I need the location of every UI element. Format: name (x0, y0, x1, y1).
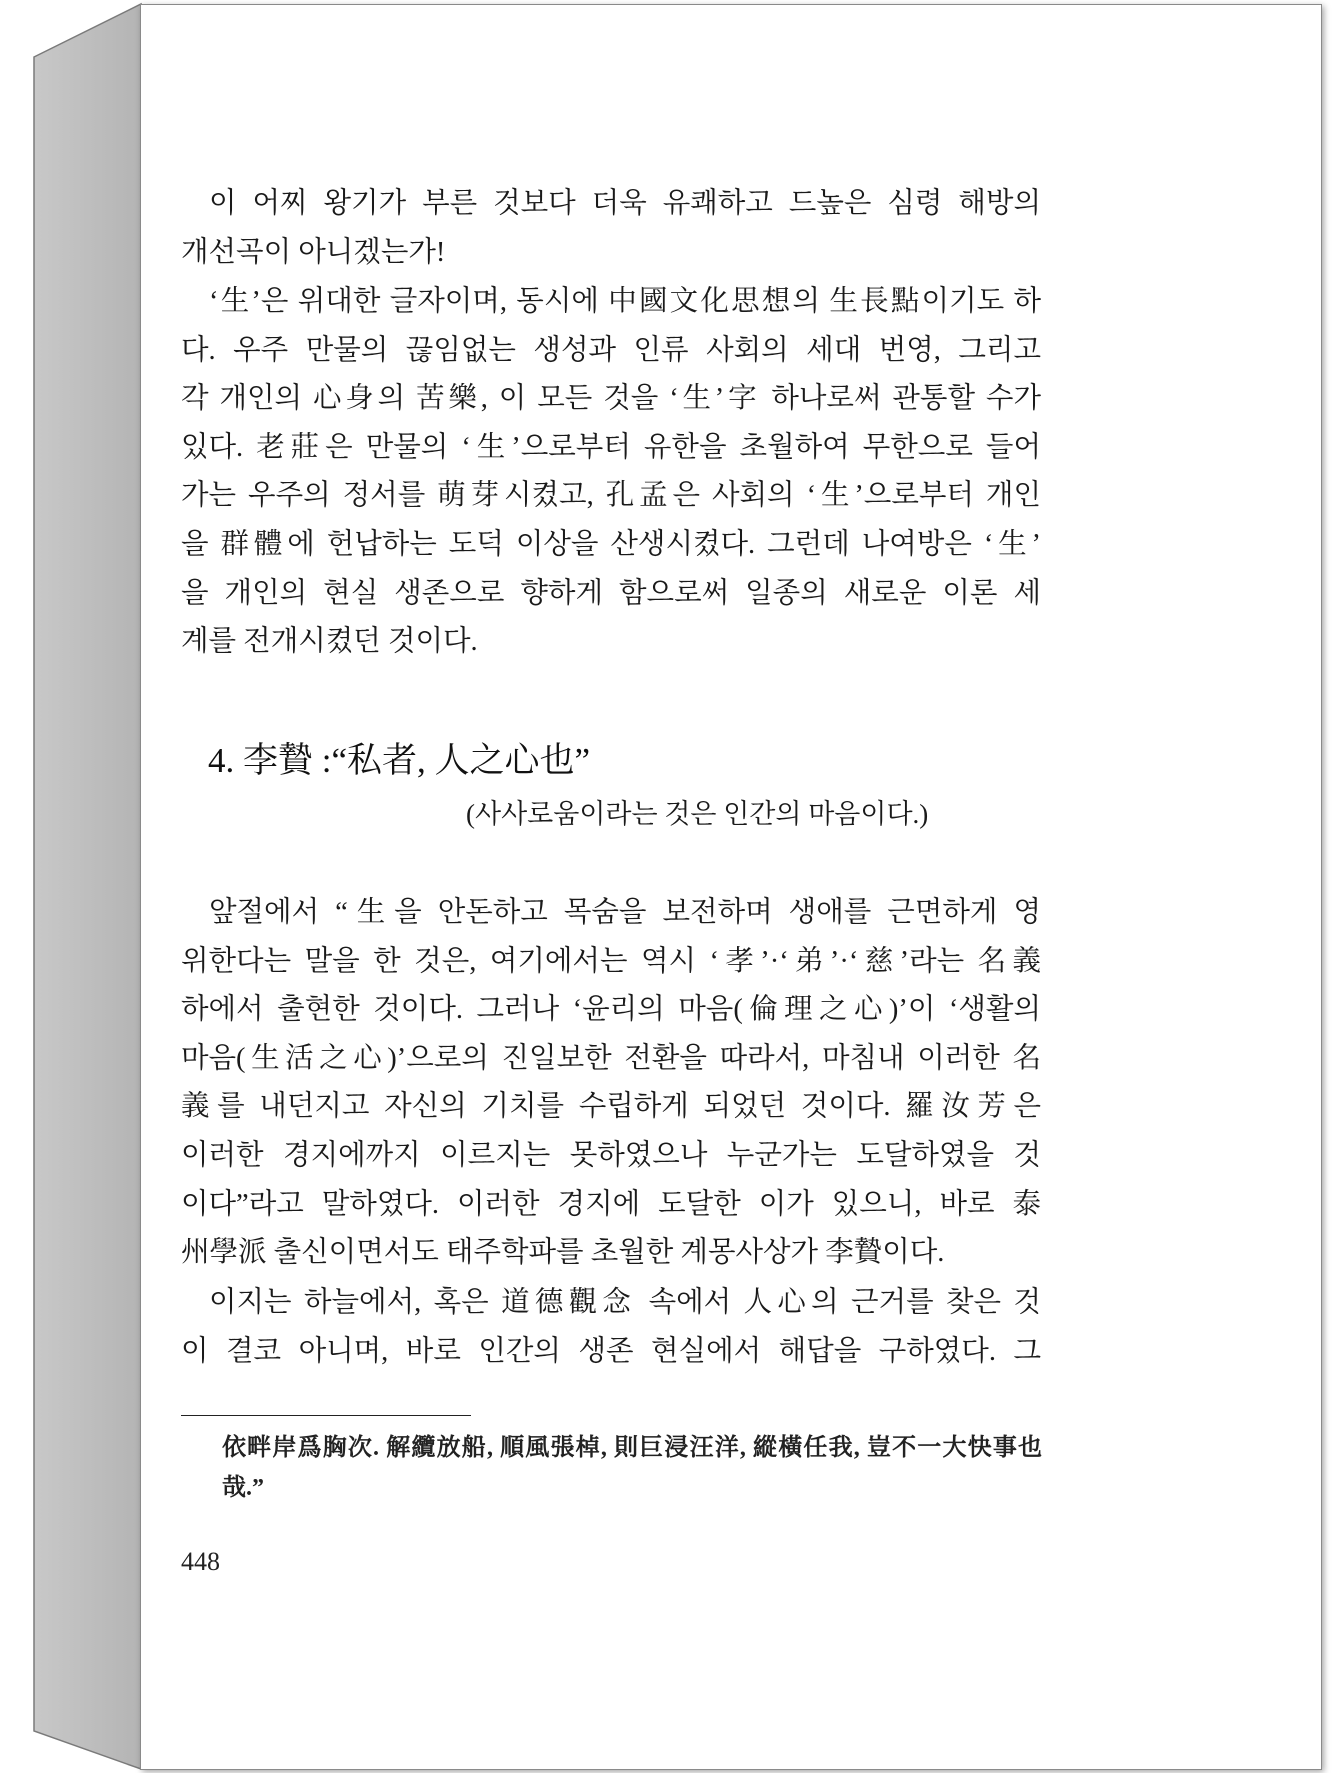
text-line: 을 개인의 현실 생존으로 향하게 함으로써 일종의 새로운 이론 세 (181, 577, 1041, 609)
text-line: 각 개인의 心身의 苦樂, 이 모든 것을 ‘生’字 하나로써 관통할 수가 (181, 383, 1041, 415)
text-line: 마음(生活之心)’으로의 진일보한 전환을 따라서, 마침내 이러한 名 (181, 1042, 1041, 1074)
text-line: 있다. 老莊은 만물의 ‘生’으로부터 유한을 초월하여 무한으로 들어 (181, 431, 1041, 463)
text-line: 개선곡이 아니겠는가! (181, 236, 446, 268)
text-line: 을 群體에 헌납하는 도덕 이상을 산생시켰다. 그런데 나여방은 ‘生’ (181, 528, 1041, 560)
section-heading: 4. 李贄 :“私者, 人之心也” (208, 741, 591, 780)
text-line: ‘生’은 위대한 글자이며, 동시에 中國文化思想의 生長點이기도 하 (209, 286, 1041, 317)
text-line: 가는 우주의 정서를 萌芽시켰고, 孔孟은 사회의 ‘生’으로부터 개인 (181, 480, 1041, 512)
text-line: 이러한 경지에까지 이르지는 못하였으나 누군가는 도달하였을 것 (181, 1139, 1041, 1171)
footnote (222, 1428, 1042, 1508)
text-line: 이지는 하늘에서, 혹은 道德觀念 속에서 人心의 근거를 찾은 것 (209, 1287, 1041, 1318)
paragraph-1 (181, 180, 1041, 277)
text-line: 이다”라고 말하였다. 이러한 경지에 도달한 이가 있으니, 바로 泰 (181, 1188, 1041, 1220)
paragraph-2 (181, 278, 1041, 667)
paragraph-4 (181, 1279, 1041, 1376)
text-line: 위한다는 말을 한 것은, 여기에서는 역시 ‘孝’·‘弟’·‘慈’라는 名義 (181, 945, 1041, 977)
paragraph-3 (181, 889, 1041, 1278)
text-line: 이 어찌 왕기가 부른 것보다 더욱 유쾌하고 드높은 심령 해방의 (209, 188, 1041, 219)
section-subheading: (사사로움이라는 것은 인간의 마음이다.) (466, 799, 929, 829)
text-line: 계를 전개시켰던 것이다. (181, 626, 478, 658)
text-line: 앞절에서 “生을 안돈하고 목숨을 보전하며 생애를 근면하게 영 (209, 897, 1041, 928)
text-line: 州學派 출신이면서도 태주학파를 초월한 계몽사상가 李贄이다. (181, 1237, 945, 1269)
text-line: 이 결코 아니며, 바로 인간의 생존 현실에서 해답을 구하였다. 그 (181, 1335, 1041, 1367)
footnote-divider (181, 1415, 471, 1416)
text-line: 다. 우주 만물의 끊임없는 생성과 인류 사회의 세대 번영, 그리고 (181, 334, 1041, 366)
footnote-line: 哉.” (222, 1475, 264, 1501)
text-line: 義를 내던지고 자신의 기치를 수립하게 되었던 것이다. 羅汝芳은 (181, 1091, 1041, 1123)
text-line: 하에서 출현한 것이다. 그러나 ‘윤리의 마음(倫理之心)’이 ‘생활의 (181, 994, 1041, 1026)
page-number: 448 (181, 1547, 220, 1576)
footnote-line: 依畔岸爲胸次. 解纜放船, 順風張棹, 則巨浸汪洋, 縱橫任我, 豈不一大快事也 (222, 1435, 1042, 1461)
